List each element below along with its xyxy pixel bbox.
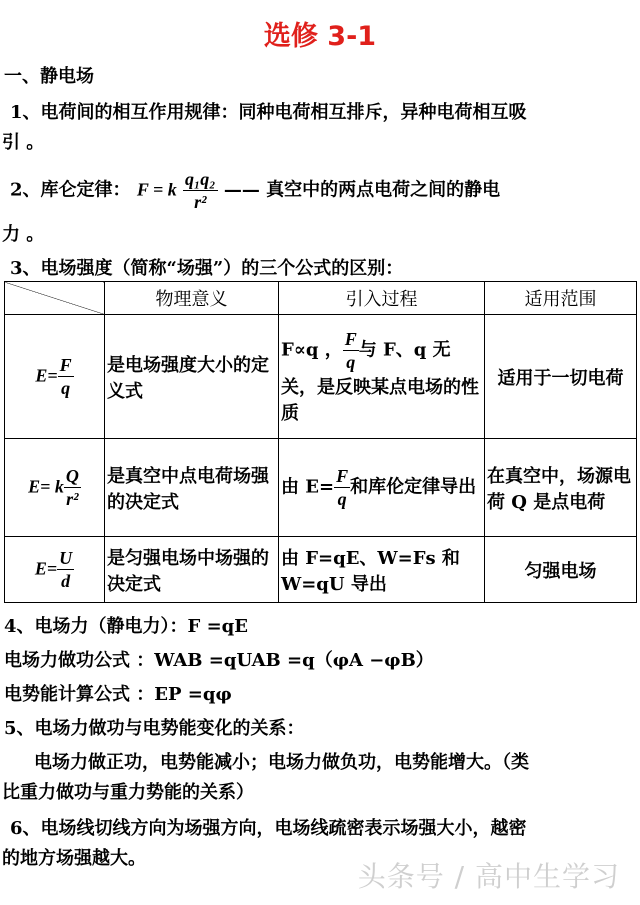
paragraph-2 — [10, 168, 500, 213]
paragraph-2-cont: 力 。 — [2, 224, 45, 245]
formula-numerator: F — [59, 355, 72, 375]
process-fraction — [343, 328, 359, 373]
watermark: 头条号 / 高中生学习 — [357, 860, 620, 893]
process-text: F∝q ， — [281, 339, 343, 361]
coulomb-formula-lhs: F = k — [136, 179, 177, 200]
table-row — [5, 439, 637, 537]
coulomb-description: —— 真空中的两点电荷之间的静电 — [223, 179, 501, 201]
potential-energy-formula: 电势能计算公式 ：EP =qφ — [4, 684, 232, 705]
scope-cell: 适用于一切电荷 — [485, 315, 637, 439]
formula-prefix: E= — [35, 365, 58, 386]
table-header: 引入过程 — [279, 282, 485, 315]
process-cell — [279, 315, 485, 439]
process-numerator: F — [344, 329, 357, 349]
table-header: 适用范围 — [485, 282, 637, 315]
formula-denominator: d — [61, 571, 71, 591]
section-heading: 一、静电场 — [4, 66, 94, 87]
paragraph-6: 6、电场线切线方向为场强方向，电场线疏密表示场强大小，越密 — [10, 818, 527, 839]
formula-denominator: r² — [66, 489, 79, 509]
formula-prefix: E= k — [28, 476, 64, 497]
meaning-cell: 是真空中点电荷场强的决定式 — [105, 439, 279, 537]
paragraph-1: 1、电荷间的相互作用规律：同种电荷相互排斥，异种电荷相互吸 — [10, 102, 527, 123]
process-cell — [279, 439, 485, 537]
paragraph-6-cont: 的地方场强越大。 — [2, 848, 146, 869]
paragraph-5: 5、电场力做功与电势能变化的关系： — [4, 718, 305, 739]
work-formula: 电场力做功公式 ：WAB =qUAB =q（φA −φB） — [4, 650, 434, 671]
process-numerator: F — [336, 466, 349, 486]
page-title: 选修 3-1 — [263, 21, 377, 52]
process-fraction — [334, 465, 350, 510]
paragraph-5-body: 电场力做正功，电势能减小；电场力做负功，电势能增大。（类 — [34, 752, 529, 773]
formula-numerator: U — [59, 548, 73, 568]
coulomb-label: 2、库仑定律： — [10, 179, 131, 201]
table-row — [5, 537, 637, 603]
meaning-cell: 是匀强电场中场强的决定式 — [105, 537, 279, 603]
table-header: 物理意义 — [105, 282, 279, 315]
paragraph-4: 4、电场力（静电力）：F =qE — [4, 616, 248, 637]
formula-prefix: E= — [34, 558, 58, 579]
coulomb-denominator: r² — [194, 192, 207, 212]
formula-fraction — [64, 465, 81, 510]
scope-cell: 在真空中，场源电荷 Q 是点电荷 — [485, 439, 637, 537]
paragraph-1-cont: 引 。 — [2, 132, 45, 153]
formula-fraction — [58, 354, 74, 399]
formula-cell — [5, 537, 105, 603]
paragraph-5-cont: 比重力做功与重力势能的关系） — [2, 782, 254, 803]
paragraph-3: 3、电场强度（简称“场强”）的三个公式的区别： — [10, 258, 404, 279]
process-text: 由 E= — [281, 476, 335, 498]
table-corner-cell — [5, 282, 105, 315]
formula-fraction — [57, 547, 74, 592]
process-cell: 由 F=qE、W=Fs 和 W=qU 导出 — [279, 537, 485, 603]
table-header-row — [5, 282, 637, 315]
process-denominator: q — [337, 489, 347, 509]
formula-numerator: Q — [65, 466, 79, 486]
process-denominator: q — [346, 352, 356, 372]
table-row — [5, 315, 637, 439]
process-text: 与 F、q 无关，是反映某点电场的性质 — [281, 339, 479, 424]
field-strength-table — [4, 281, 637, 603]
scope-cell: 匀强电场 — [485, 537, 637, 603]
formula-cell — [5, 315, 105, 439]
process-text: 和库伦定律导出 — [350, 476, 477, 498]
coulomb-fraction — [183, 168, 218, 213]
formula-denominator: q — [61, 378, 71, 398]
formula-cell — [5, 439, 105, 537]
meaning-cell: 是电场强度大小的定义式 — [105, 315, 279, 439]
coulomb-numerator: q₁q₂ — [185, 169, 216, 189]
